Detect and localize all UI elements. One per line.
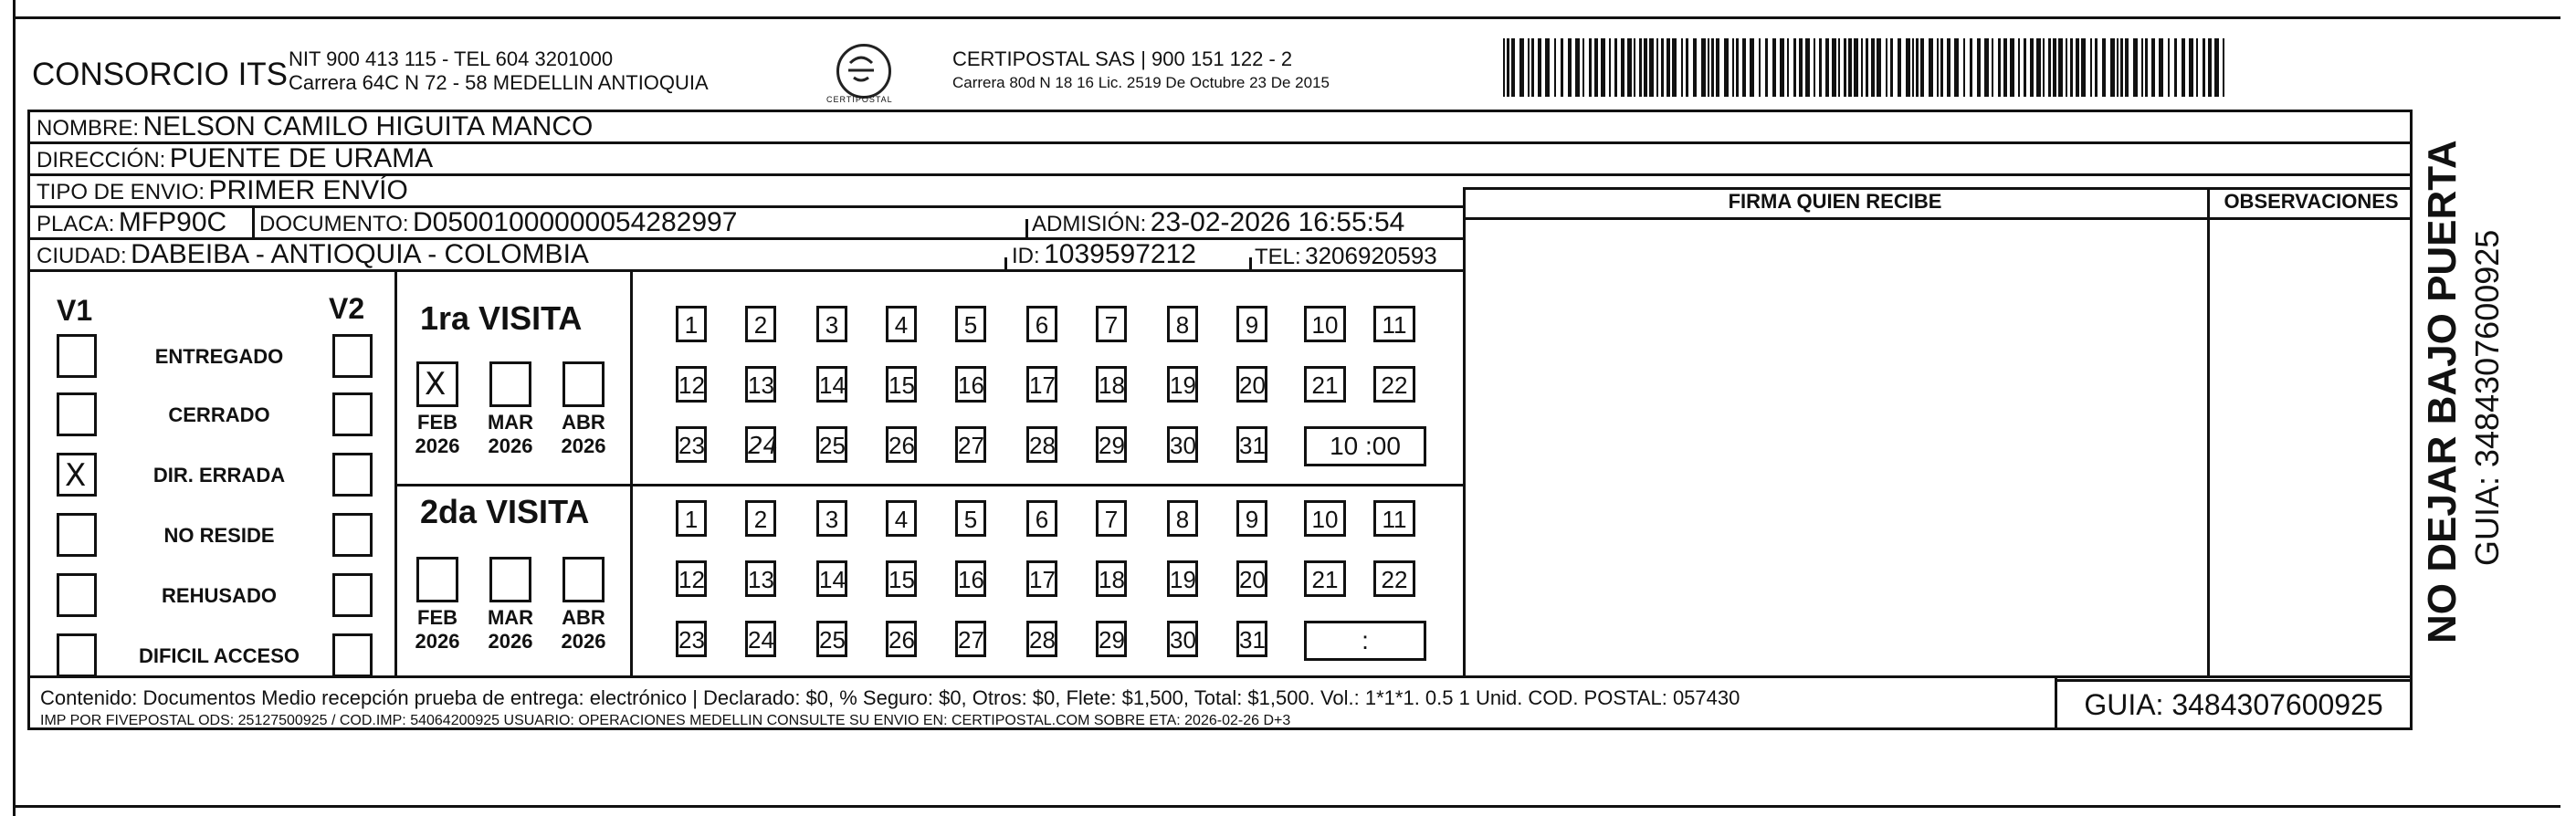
- day-box[interactable]: 23: [676, 621, 707, 657]
- nombre-value: NELSON CAMILO HIGUITA MANCO: [142, 111, 594, 141]
- year-label: 2026: [488, 434, 533, 457]
- day-box[interactable]: 24: [745, 621, 776, 657]
- barcode-bar: [1838, 38, 1840, 97]
- day-box[interactable]: 6: [1026, 306, 1057, 342]
- month-label: MAR: [487, 606, 534, 629]
- v2-checkbox[interactable]: [332, 453, 373, 497]
- v2-label: V2: [329, 292, 365, 325]
- barcode-bar: [1898, 38, 1901, 97]
- barcode-bar: [1554, 38, 1556, 97]
- barcode: [1503, 38, 2234, 97]
- barcode-bar: [1912, 38, 1914, 97]
- month-caption: [413, 606, 462, 654]
- barcode-bar: [1681, 38, 1683, 97]
- month-label: ABR: [562, 411, 605, 434]
- id-label: ID:: [1012, 244, 1040, 268]
- day-box[interactable]: 1: [676, 500, 707, 537]
- day-box[interactable]: 12: [676, 560, 707, 597]
- barcode-bar: [1780, 38, 1784, 97]
- status-reason-label: REHUSADO: [162, 584, 277, 607]
- status-reason-label: DIR. ERRADA: [152, 464, 286, 486]
- barcode-bar: [2203, 38, 2205, 97]
- day-box[interactable]: 9: [1236, 500, 1267, 537]
- year-label: 2026: [561, 434, 606, 457]
- day-box[interactable]: 13: [745, 560, 776, 597]
- barcode-bar: [1667, 38, 1670, 97]
- month-mark: X: [425, 366, 447, 403]
- barcode-bar: [1716, 38, 1719, 97]
- v2-checkbox[interactable]: [332, 392, 373, 436]
- barcode-bar: [1906, 38, 1910, 97]
- bottom-edge-line: [13, 805, 2560, 808]
- barcode-bar: [1531, 38, 1534, 97]
- barcode-bar: [1609, 38, 1611, 97]
- barcode-bar: [1947, 38, 1950, 97]
- month-label: FEB: [417, 411, 457, 434]
- day-box[interactable]: 22: [1373, 366, 1415, 403]
- barcode-bar: [1545, 38, 1550, 97]
- direccion-field: [37, 143, 433, 174]
- barcode-bar: [1634, 38, 1635, 97]
- row-divider: [1463, 217, 2413, 220]
- day-box[interactable]: 2: [745, 500, 776, 537]
- barcode-bar: [1742, 38, 1746, 97]
- barcode-bar: [2081, 38, 2086, 97]
- tel-value: 3206920593: [1305, 242, 1437, 269]
- barcode-bar: [1787, 38, 1789, 97]
- barcode-bar: [2048, 38, 2051, 97]
- first-visit-title: 1ra VISITA: [420, 299, 583, 337]
- v1-checkbox[interactable]: [57, 453, 97, 497]
- barcode-bar: [1819, 38, 1822, 97]
- placa-value: MFP90C: [118, 207, 227, 237]
- company-info: [289, 47, 709, 95]
- barcode-bar: [1621, 38, 1624, 97]
- barcode-bar: [1503, 38, 1505, 97]
- v1-checkbox[interactable]: [57, 513, 97, 557]
- barcode-bar: [1998, 38, 2001, 97]
- nombre-label: NOMBRE:: [37, 116, 140, 141]
- day-box[interactable]: 29: [1096, 621, 1127, 657]
- day-box[interactable]: 11: [1373, 306, 1415, 342]
- day-box[interactable]: 17: [1026, 366, 1057, 403]
- v2-checkbox[interactable]: [332, 633, 373, 677]
- barcode-bar: [2036, 38, 2041, 97]
- barcode-bar: [2214, 38, 2219, 97]
- day-box[interactable]: 27: [955, 426, 986, 463]
- barcode-bar: [2182, 38, 2185, 97]
- time-field[interactable]: 10 :00: [1304, 426, 1426, 466]
- month-label: FEB: [417, 606, 457, 629]
- barcode-bar: [1582, 38, 1584, 97]
- certi-license: Carrera 80d N 18 16 Lic. 2519 De Octubre 23 De 2015: [952, 74, 1330, 91]
- guia-number: GUIA: 3484307600925: [2055, 679, 2413, 730]
- day-box[interactable]: 22: [1373, 560, 1415, 597]
- month-checkbox[interactable]: [563, 361, 605, 407]
- placa-divider: [252, 205, 255, 237]
- month-checkbox[interactable]: [416, 361, 458, 407]
- day-box[interactable]: 7: [1096, 500, 1127, 537]
- barcode-bar: [2090, 38, 2092, 97]
- top-edge-line: [13, 16, 2560, 19]
- ciudad-value: DABEIBA - ANTIOQUIA - COLOMBIA: [131, 239, 589, 269]
- barcode-bar: [1708, 38, 1709, 97]
- day-box[interactable]: 7: [1096, 306, 1127, 342]
- barcode-bar: [2066, 38, 2067, 97]
- barcode-bar: [2133, 38, 2138, 97]
- barcode-bar: [1627, 38, 1632, 97]
- day-box[interactable]: 9: [1236, 306, 1267, 342]
- barcode-bar: [2110, 38, 2115, 97]
- certipostal-info: [952, 47, 1330, 95]
- month-caption: [486, 606, 535, 654]
- month-label: MAR: [487, 411, 534, 434]
- admision-divider: [1025, 219, 1028, 237]
- barcode-bar: [2003, 38, 2007, 97]
- admision-value: 23-02-2026 16:55:54: [1150, 207, 1405, 237]
- barcode-bar: [1519, 38, 1524, 97]
- barcode-bar: [1724, 38, 1729, 97]
- month-caption: [559, 411, 608, 458]
- day-box[interactable]: 14: [816, 366, 847, 403]
- barcode-bar: [2125, 38, 2129, 97]
- barcode-bar: [2117, 38, 2119, 97]
- month-caption: [486, 411, 535, 458]
- barcode-bar: [1848, 38, 1852, 97]
- barcode-bar: [1916, 38, 1919, 97]
- documento-field: [259, 207, 737, 238]
- day-box[interactable]: 26: [886, 621, 917, 657]
- barcode-bar: [1920, 38, 1924, 97]
- barcode-bar: [1568, 38, 1572, 97]
- barcode-bar: [1940, 38, 1943, 97]
- year-label: 2026: [415, 434, 460, 457]
- day-box[interactable]: 5: [955, 306, 986, 342]
- id-divider: [1004, 257, 1007, 270]
- day-box[interactable]: 19: [1167, 366, 1198, 403]
- day-box[interactable]: 31: [1236, 621, 1267, 657]
- v2-checkbox[interactable]: [332, 573, 373, 617]
- barcode-bar: [2168, 38, 2170, 97]
- second-visit-title: 2da VISITA: [420, 493, 590, 530]
- barcode-bar: [1750, 38, 1754, 97]
- day-box[interactable]: 6: [1026, 500, 1057, 537]
- barcode-bar: [1575, 38, 1580, 97]
- side-guia: GUIA: 3484307600925: [2468, 229, 2506, 566]
- day-box[interactable]: 15: [886, 560, 917, 597]
- company-address: Carrera 64C N 72 - 58 MEDELLIN ANTIOQUIA: [289, 71, 709, 94]
- logo-text: CERTIPOSTAL: [826, 95, 893, 104]
- v1-checkbox[interactable]: [57, 573, 97, 617]
- v1-checkbox[interactable]: [57, 633, 97, 677]
- barcode-bar: [1886, 38, 1887, 97]
- day-box[interactable]: 3: [816, 500, 847, 537]
- day-box[interactable]: 3: [816, 306, 847, 342]
- direccion-value: PUENTE DE URAMA: [169, 143, 434, 173]
- barcode-bar: [1977, 38, 1981, 97]
- barcode-bar: [1871, 38, 1875, 97]
- barcode-bar: [1929, 38, 1933, 97]
- barcode-bar: [1507, 38, 1509, 97]
- barcode-bar: [1970, 38, 1972, 97]
- month-checkbox[interactable]: [416, 557, 458, 602]
- barcode-bar: [1736, 38, 1739, 97]
- left-edge-line: [13, 0, 16, 816]
- day-box[interactable]: 20: [1236, 366, 1267, 403]
- nombre-field: [37, 111, 593, 142]
- visit-column-line: [630, 269, 633, 675]
- barcode-bar: [2208, 38, 2212, 97]
- month-caption: [413, 411, 462, 458]
- barcode-bar: [2223, 38, 2224, 97]
- barcode-bar: [2058, 38, 2063, 97]
- barcode-bar: [1984, 38, 1989, 97]
- barcode-bar: [1861, 38, 1863, 97]
- barcode-bar: [1825, 38, 1829, 97]
- month-checkbox[interactable]: [489, 557, 531, 602]
- month-caption: [559, 606, 608, 654]
- v2-checkbox[interactable]: [332, 513, 373, 557]
- year-label: 2026: [415, 630, 460, 653]
- year-label: 2026: [561, 630, 606, 653]
- ciudad-label: CIUDAD:: [37, 244, 127, 268]
- barcode-bar: [1765, 38, 1768, 97]
- day-box[interactable]: 14: [816, 560, 847, 597]
- day-box[interactable]: 21: [1304, 366, 1346, 403]
- barcode-bar: [1844, 38, 1846, 97]
- day-box[interactable]: 16: [955, 560, 986, 597]
- admision-label: ADMISIÓN:: [1032, 212, 1147, 236]
- status-reason-label: DIFICIL ACCESO: [138, 644, 300, 667]
- barcode-bar: [2189, 38, 2193, 97]
- day-box[interactable]: 26: [886, 426, 917, 463]
- tel-divider: [1249, 257, 1252, 270]
- barcode-bar: [1672, 38, 1677, 97]
- v1-checkbox[interactable]: [57, 334, 97, 378]
- tipo-field: [37, 175, 408, 206]
- company-nit: NIT 900 413 115 - TEL 604 3201000: [289, 47, 614, 70]
- day-box[interactable]: 18: [1096, 560, 1127, 597]
- month-checkbox[interactable]: [489, 361, 531, 407]
- barcode-bar: [1954, 38, 1959, 97]
- barcode-bar: [1793, 38, 1796, 97]
- ciudad-field: [37, 239, 589, 270]
- day-box[interactable]: 4: [886, 500, 917, 537]
- barcode-bar: [1614, 38, 1617, 97]
- barcode-bar: [2030, 38, 2034, 97]
- barcode-bar: [2120, 38, 2123, 97]
- direccion-label: DIRECCIÓN:: [37, 148, 166, 173]
- day-box[interactable]: 16: [955, 366, 986, 403]
- company-name: CONSORCIO ITS: [32, 57, 289, 92]
- tel-label: TEL:: [1255, 245, 1301, 269]
- barcode-bar: [1561, 38, 1563, 97]
- barcode-bar: [1866, 38, 1868, 97]
- placa-label: PLACA:: [37, 212, 115, 236]
- barcode-bar: [1528, 38, 1530, 97]
- barcode-bar: [1639, 38, 1642, 97]
- day-box[interactable]: 2: [745, 306, 776, 342]
- barcode-bar: [2043, 38, 2045, 97]
- day-box[interactable]: [745, 426, 779, 463]
- barcode-bar: [1594, 38, 1598, 97]
- barcode-bar: [1686, 38, 1688, 97]
- barcode-bar: [2102, 38, 2106, 97]
- barcode-bar: [1799, 38, 1803, 97]
- footer-contents: Contenido: Documentos Medio recepción prueba de entrega: electrónico | Declarado: $0, % Seguro: $0, Otros: $0, Flete: $1,500, Total: $1,500. Vol.: 1*1*1. 0.5 1 Unid. COD. POSTAL: 057430: [40, 686, 1740, 709]
- day-box[interactable]: 17: [1026, 560, 1057, 597]
- day-box[interactable]: 4: [886, 306, 917, 342]
- barcode-bar: [2076, 38, 2079, 97]
- barcode-bar: [1877, 38, 1881, 97]
- barcode-bar: [1890, 38, 1893, 97]
- day-box[interactable]: 10: [1304, 306, 1346, 342]
- barcode-bar: [1814, 38, 1815, 97]
- firma-column-line: [1463, 187, 1466, 675]
- day-box[interactable]: 12: [676, 366, 707, 403]
- documento-value: D05001000000054282997: [413, 207, 738, 237]
- barcode-bar: [2159, 38, 2163, 97]
- day-box[interactable]: 20: [1236, 560, 1267, 597]
- barcode-bar: [1701, 38, 1706, 97]
- check-mark: X: [65, 457, 87, 494]
- status-column-line: [394, 269, 397, 675]
- barcode-bar: [2010, 38, 2014, 97]
- v1-label: V1: [57, 294, 93, 327]
- day-box[interactable]: 29: [1096, 426, 1127, 463]
- day-box[interactable]: 23: [676, 426, 707, 463]
- barcode-bar: [1772, 38, 1776, 97]
- barcode-bar: [1693, 38, 1697, 97]
- barcode-bar: [1711, 38, 1714, 97]
- barcode-bar: [1661, 38, 1664, 97]
- certipostal-logo-icon: [836, 44, 891, 99]
- status-reason-label: CERRADO: [168, 403, 270, 426]
- day-box[interactable]: 27: [955, 621, 986, 657]
- month-label: ABR: [562, 606, 605, 629]
- barcode-bar: [2018, 38, 2020, 97]
- day-box[interactable]: 10: [1304, 500, 1346, 537]
- day-box[interactable]: 1: [676, 306, 707, 342]
- v1-checkbox[interactable]: [57, 392, 97, 436]
- barcode-bar: [1644, 38, 1647, 97]
- barcode-bar: [1656, 38, 1658, 97]
- barcode-bar: [2070, 38, 2073, 97]
- barcode-bar: [2095, 38, 2098, 97]
- barcode-bar: [1937, 38, 1939, 97]
- firma-header: FIRMA QUIEN RECIBE: [1728, 190, 1942, 213]
- barcode-bar: [2024, 38, 2026, 97]
- barcode-bar: [1854, 38, 1858, 97]
- time-field[interactable]: :: [1304, 621, 1426, 661]
- barcode-bar: [1992, 38, 1993, 97]
- barcode-bar: [1589, 38, 1592, 97]
- barcode-bar: [1805, 38, 1810, 97]
- barcode-bar: [2145, 38, 2148, 97]
- observaciones-column-line: [2207, 187, 2210, 675]
- barcode-bar: [2053, 38, 2056, 97]
- observaciones-header: OBSERVACIONES: [2224, 190, 2399, 213]
- footer-print-info: IMP POR FIVEPOSTAL ODS: 25127500925 / COD.IMP: 54064200925 USUARIO: OPERACIONES MEDELLIN CONSULTE SU ENVIO EN: CERTIPOSTAL.COM SOBRE ETA: 2026-02-26 D+3: [40, 713, 1291, 728]
- day-mark: 24: [748, 433, 779, 460]
- day-box[interactable]: 25: [816, 426, 847, 463]
- side-warning: NO DEJAR BAJO PUERTA: [2420, 140, 2465, 643]
- tipo-value: PRIMER ENVÍO: [208, 175, 408, 205]
- day-box[interactable]: 5: [955, 500, 986, 537]
- barcode-bar: [1732, 38, 1734, 97]
- documento-label: DOCUMENTO:: [259, 212, 409, 236]
- day-box[interactable]: 11: [1373, 500, 1415, 537]
- certi-name: CERTIPOSTAL SAS | 900 151 122 - 2: [952, 47, 1293, 70]
- day-box[interactable]: 30: [1167, 621, 1198, 657]
- barcode-bar: [1538, 38, 1541, 97]
- admision-field: [1032, 207, 1404, 238]
- tipo-label: TIPO DE ENVIO:: [37, 180, 205, 204]
- barcode-bar: [1963, 38, 1965, 97]
- day-box[interactable]: 28: [1026, 426, 1057, 463]
- day-box[interactable]: 8: [1167, 306, 1198, 342]
- placa-field: [37, 207, 226, 238]
- barcode-bar: [1832, 38, 1836, 97]
- year-label: 2026: [488, 630, 533, 653]
- day-box[interactable]: 31: [1236, 426, 1267, 463]
- day-box[interactable]: 21: [1304, 560, 1346, 597]
- barcode-bar: [1511, 38, 1515, 97]
- status-reason-label: ENTREGADO: [154, 345, 284, 368]
- day-box[interactable]: 28: [1026, 621, 1057, 657]
- day-box[interactable]: 19: [1167, 560, 1198, 597]
- status-reason-label: NO RESIDE: [163, 524, 275, 547]
- barcode-bar: [2151, 38, 2155, 97]
- barcode-bar: [2141, 38, 2143, 97]
- day-box[interactable]: 25: [816, 621, 847, 657]
- v2-checkbox[interactable]: [332, 334, 373, 378]
- day-box[interactable]: 15: [886, 366, 917, 403]
- day-box[interactable]: 30: [1167, 426, 1198, 463]
- barcode-bar: [1601, 38, 1605, 97]
- barcode-bar: [1759, 38, 1761, 97]
- barcode-bar: [1649, 38, 1654, 97]
- day-box[interactable]: 18: [1096, 366, 1127, 403]
- day-box[interactable]: 13: [745, 366, 776, 403]
- id-value: 1039597212: [1044, 239, 1196, 269]
- month-checkbox[interactable]: [563, 557, 605, 602]
- id-field: [1012, 239, 1196, 270]
- visit-divider: [394, 484, 1465, 486]
- barcode-bar: [2174, 38, 2177, 97]
- day-box[interactable]: 8: [1167, 500, 1198, 537]
- barcode-bar: [2196, 38, 2198, 97]
- tel-field: [1255, 242, 1437, 270]
